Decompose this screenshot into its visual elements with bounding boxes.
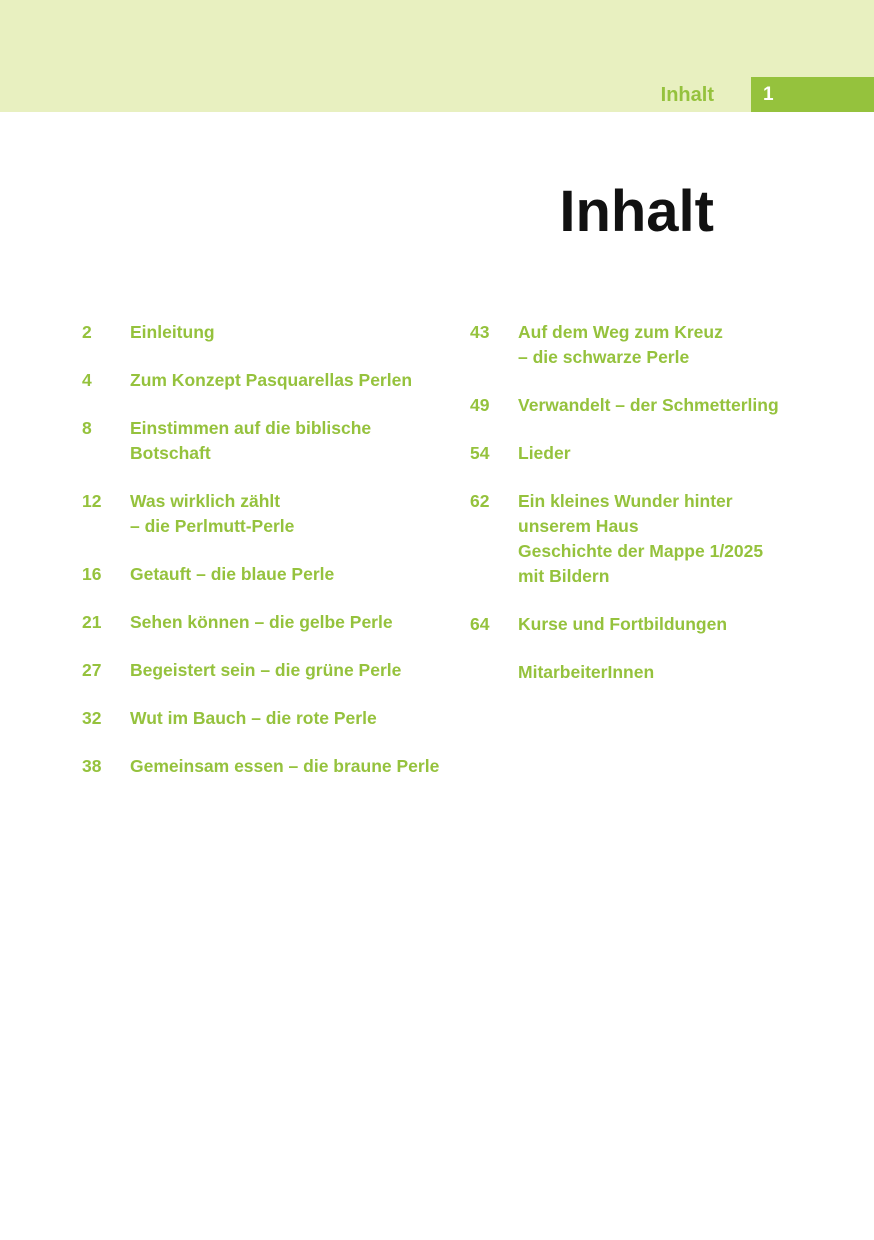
toc-entry-kurse[interactable] <box>470 612 850 637</box>
toc-entry-einleitung[interactable] <box>82 320 462 345</box>
toc-entry-title: Einstimmen auf die biblische Botschaft <box>130 418 372 463</box>
toc-page-number: 62 <box>470 491 490 511</box>
toc-page-number: 2 <box>82 322 92 342</box>
toc-entry-schwarze-perle[interactable] <box>470 320 850 370</box>
toc-entry-title: Wut im Bauch – die rote Perle <box>130 708 377 728</box>
toc-entry-title: Ein kleines Wunder hinter unserem Haus Geschichte der Mappe 1/2025 mit Bildern <box>518 491 764 586</box>
toc-entry-kleines-wunder[interactable] <box>470 489 850 589</box>
toc-page-number: 8 <box>82 418 92 438</box>
toc-entry-einstimmen[interactable] <box>82 416 462 466</box>
toc-entry-title: Gemeinsam essen – die braune Perle <box>130 756 440 776</box>
toc-entry-gruene-perle[interactable] <box>82 658 462 683</box>
toc-entry-title: Begeistert sein – die grüne Perle <box>130 660 402 680</box>
toc-entry-perlmutt-perle[interactable] <box>82 489 462 539</box>
toc-entry-title: Zum Konzept Pasquarellas Perlen <box>130 370 413 390</box>
toc-entry-zum-konzept[interactable] <box>82 368 462 393</box>
toc-entry-title: Verwandelt – der Schmetterling <box>518 395 779 415</box>
toc-page-number: 12 <box>82 491 102 511</box>
toc-entry-braune-perle[interactable] <box>82 754 462 779</box>
toc-page-number: 4 <box>82 370 92 390</box>
header-section-label: Inhalt <box>660 84 714 106</box>
toc-page-number: 54 <box>470 443 490 463</box>
page-title: Inhalt <box>559 179 714 244</box>
toc-page-number: 49 <box>470 395 490 415</box>
header-band <box>0 0 874 112</box>
toc-page-number: 38 <box>82 756 102 776</box>
toc-page-number: 64 <box>470 614 490 634</box>
toc-entry-title: Einleitung <box>130 322 215 342</box>
toc-entry-title: Kurse und Fortbildungen <box>518 614 728 634</box>
toc-entry-title: Lieder <box>518 443 571 463</box>
toc-page-number: 21 <box>82 612 102 632</box>
toc-right-column <box>470 320 850 708</box>
toc-page-number: 32 <box>82 708 102 728</box>
toc-entry-lieder[interactable] <box>470 441 850 466</box>
toc-page-number: 16 <box>82 564 102 584</box>
toc-entry-title: Sehen können – die gelbe Perle <box>130 612 393 632</box>
toc-entry-title: MitarbeiterInnen <box>518 662 655 682</box>
toc-page-number: 27 <box>82 660 102 680</box>
toc-entry-title: Auf dem Weg zum Kreuz – die schwarze Perle <box>518 322 723 367</box>
toc-entry-title: Was wirklich zählt – die Perlmutt-Perle <box>130 491 295 536</box>
toc-left-column <box>82 320 462 802</box>
page-number-tab <box>751 77 874 112</box>
toc-entry-title: Getauft – die blaue Perle <box>130 564 335 584</box>
toc-page-number: 43 <box>470 322 490 342</box>
page-number: 1 <box>763 84 774 105</box>
toc-entry-mitarbeiterinnen[interactable] <box>470 660 850 685</box>
toc-entry-schmetterling[interactable] <box>470 393 850 418</box>
toc-entry-rote-perle[interactable] <box>82 706 462 731</box>
toc-entry-gelbe-perle[interactable] <box>82 610 462 635</box>
toc-entry-blaue-perle[interactable] <box>82 562 462 587</box>
